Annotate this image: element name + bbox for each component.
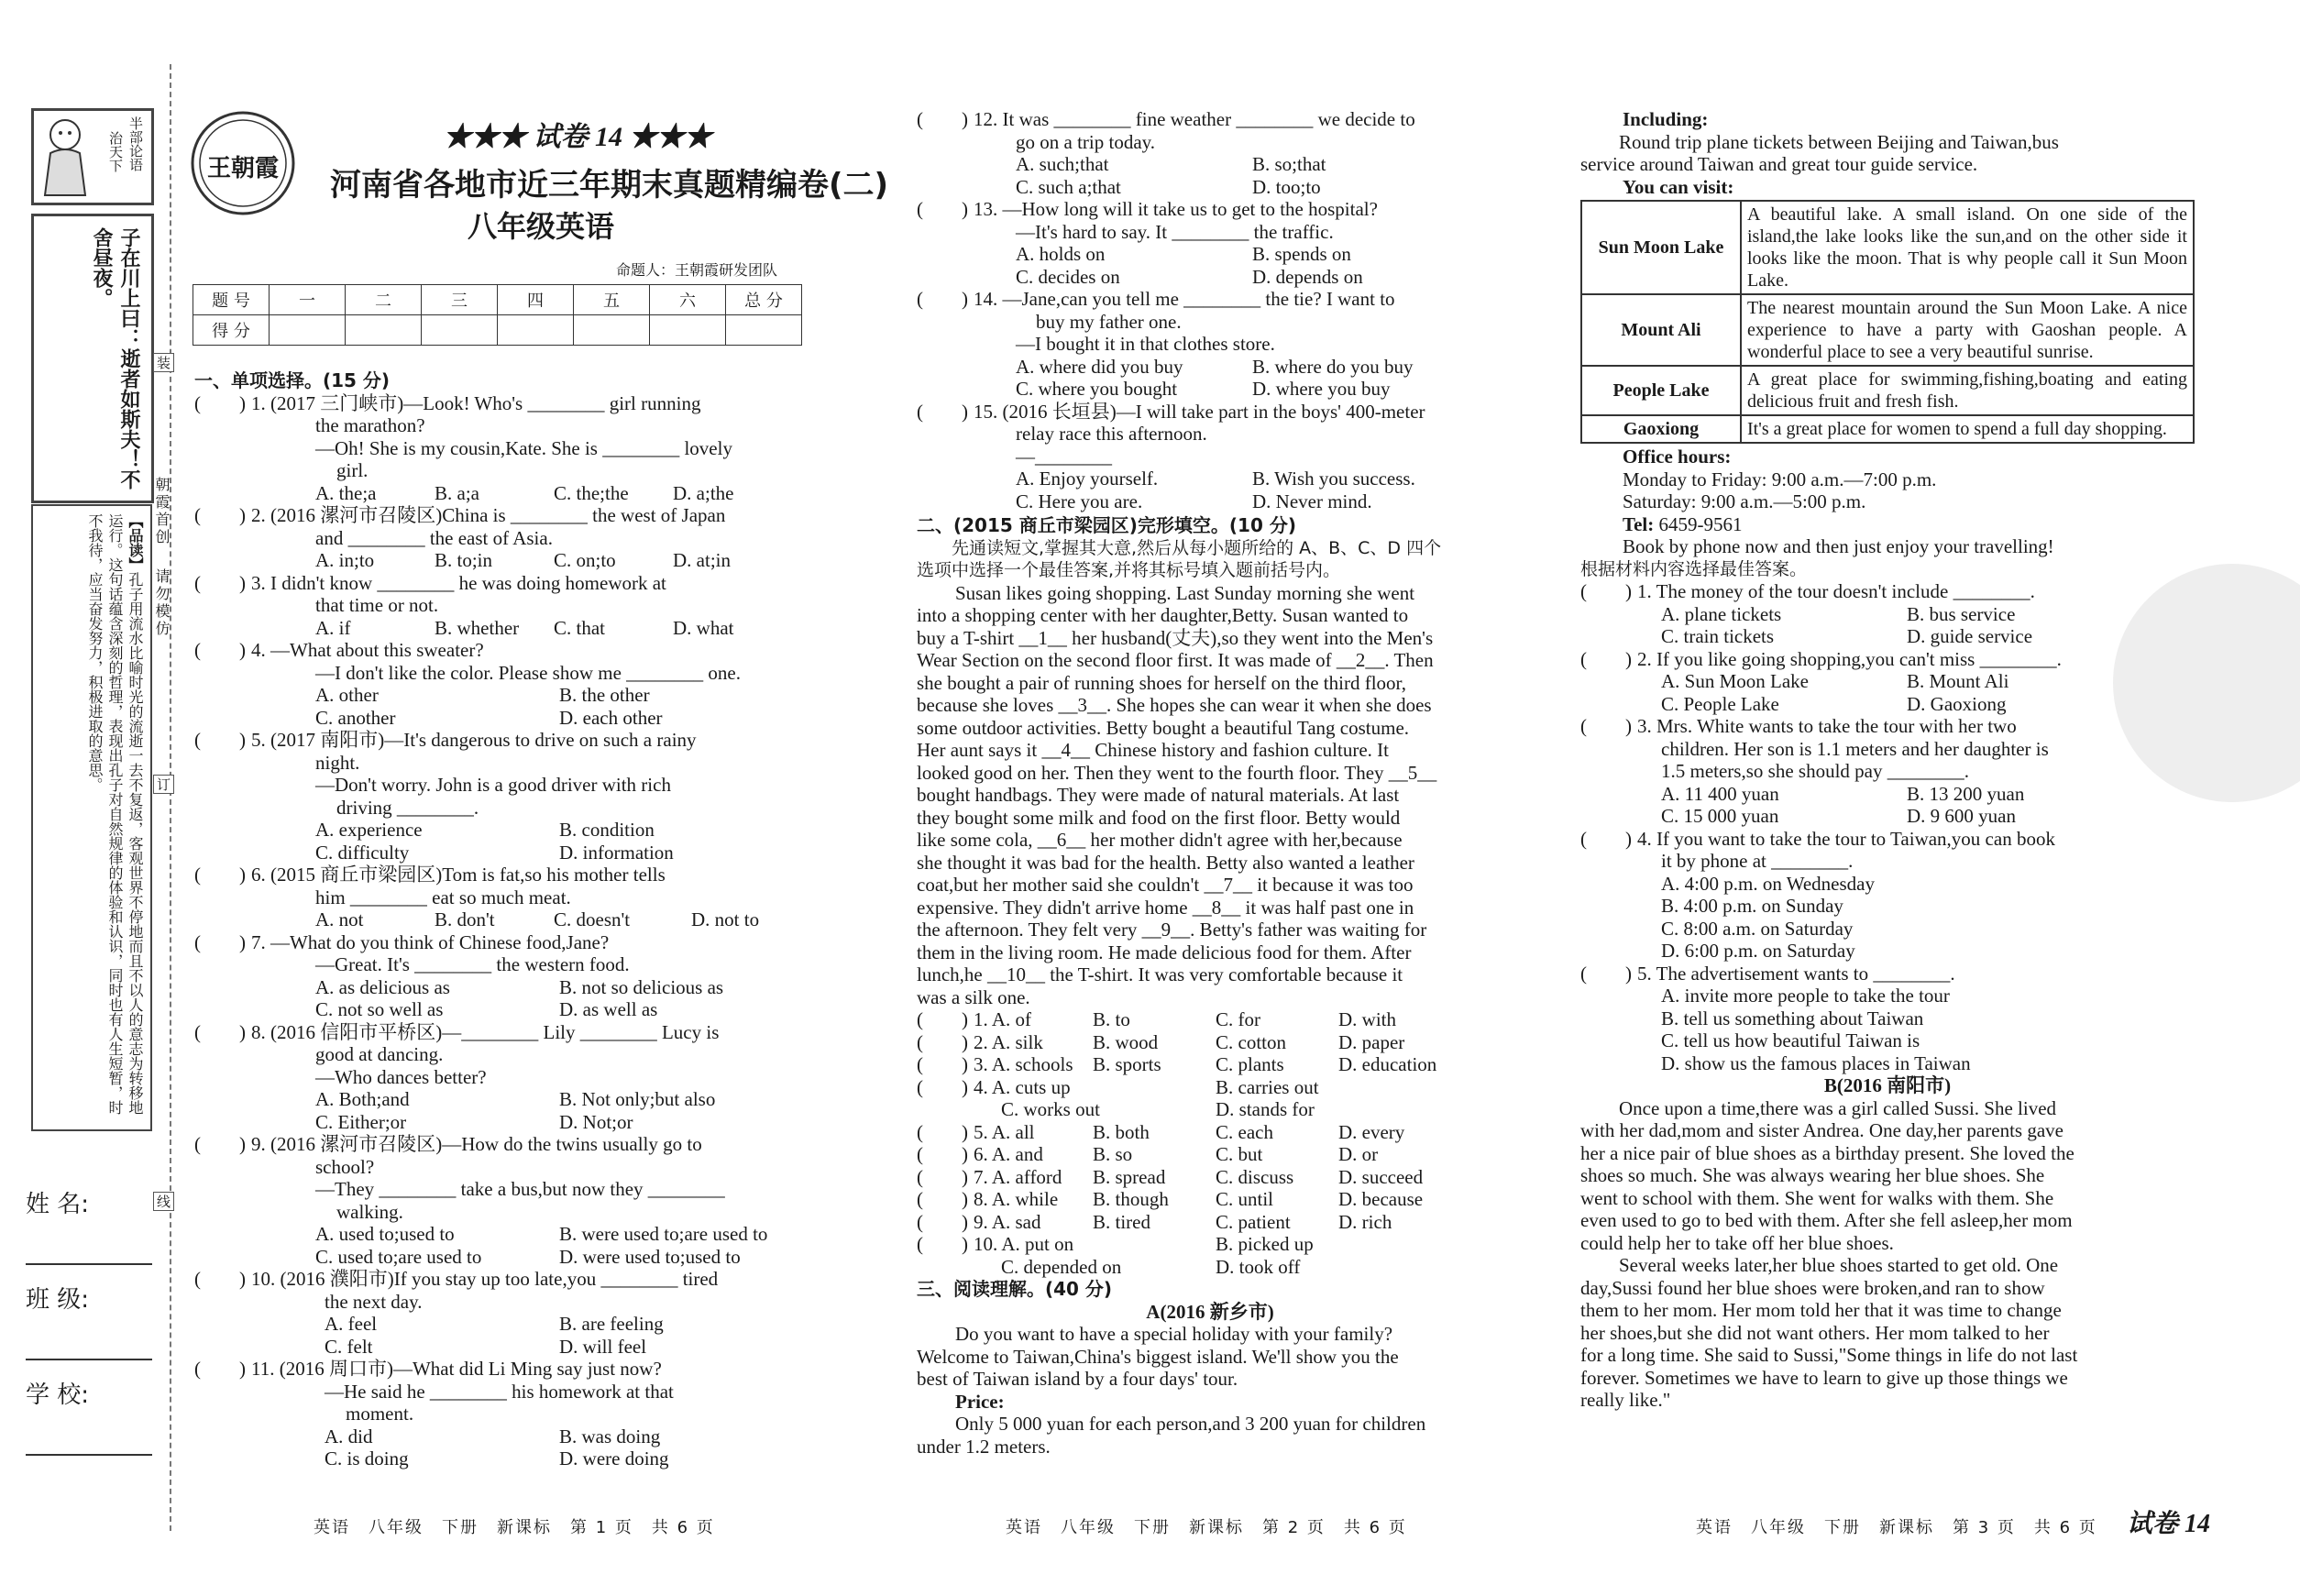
visit-table xyxy=(1580,200,2195,444)
sidebar-commentary: 【品读】孔子用流水比喻时光的流逝一去不复返，客观世界不停地而且不以人的意志为转移地运行。这句话蕴含深刻的哲理，表现出孔子对自然规律的体验和认识，同时也有人生短暂，时不我待，应当奋发努力，积极进取的意思。 xyxy=(86,513,144,1115)
reading-a-intro: Welcome to Taiwan,China's biggest island. We'll show you the xyxy=(917,1345,1399,1368)
sidebar-quote-box xyxy=(31,214,154,503)
visit-label: You can visit: xyxy=(1623,175,1734,198)
question-10: ( ) 10. (2016 濮阳市)If you stay up too late,you ________ tired the next day. A. feel B. are feeling C. felt D. will feel xyxy=(194,1268,719,1358)
visit-row: Mount Ali The nearest mountain around the Sun Moon Lake. A nice experience to have a party with Gaoshan people. A wonderful place to see a very beautiful sunrise. xyxy=(1581,294,2194,366)
column-3 xyxy=(1580,108,2195,1412)
question-1: ( ) 1. (2017 三门峡市)—Look! Who's ________ girl running the marathon? —Oh! She is my cousin,Kate. She is ________ lovely girl. A. the;a B. a;a C. the;the D. a;the xyxy=(194,391,734,504)
logo-text: 王朝霞 xyxy=(206,155,279,182)
office-label: Office hours: xyxy=(1623,446,1732,468)
reading-question-4: ( ) 4. If you want to take the tour to Taiwan,you can book it by phone at ________. A. 4:00 p.m. on Wednesday B. 4:00 p.m. on Sunday C. 8:00 a.m. on Saturday D. 6:00 p.m. on Saturday xyxy=(1580,827,2055,962)
score-header-cell: 一 xyxy=(270,285,346,315)
score-cell[interactable] xyxy=(270,315,346,346)
score-cell[interactable] xyxy=(650,315,726,346)
reading-a-intro: best of Taiwan island by a four days' tour. xyxy=(917,1368,1238,1390)
column-2 xyxy=(917,108,1503,1458)
paper-title: 河南省各地市近三年期末真题精编卷(二) xyxy=(330,167,889,204)
sidebar-logo-box xyxy=(31,108,154,205)
question-5: ( ) 5. (2017 南阳市)—It's dangerous to drive on such a rainy night. —Don't worry. John is a good driver with rich driving ________. A. experience B. condition C. difficulty D. information xyxy=(194,729,697,864)
reading-question-3: ( ) 3. Mrs. White wants to take the tour with her two children. Her son is 1.1 meters and her daughter is 1.5 meters,so she should pay ________. A. 11 400 yuan B. 13 200 yuan C. 15 000 yuan D. 9 600 yuan xyxy=(1580,715,2049,827)
scholar-figure-icon xyxy=(38,115,93,199)
margin-words-1: 朝霞首创 xyxy=(153,477,171,546)
price-text: under 1.2 meters. xyxy=(917,1435,1051,1458)
visit-row: Sun Moon Lake A beautiful lake. A small island. On one side of the island,the lake looks like the sun,and on the other side it looks like the moon. That is why people call it Sun Moon Lake. xyxy=(1581,201,2194,294)
tel-line: Tel: 6459-9561 xyxy=(1623,512,1743,535)
section2-instructions-2: 选项中选择一个最佳答案,并将其标号填入题前括号内。 xyxy=(917,560,1341,580)
footer-page-1: 英语 八年级 下册 新课标 第 1 页 共 6 页 xyxy=(314,1518,715,1537)
score-cell[interactable] xyxy=(498,315,574,346)
office-hours: Saturday: 9:00 a.m.—5:00 p.m. xyxy=(1623,490,1866,512)
score-table xyxy=(193,284,802,346)
question-15: ( ) 15. (2016 长垣县)—I will take part in the boys' 400-meter relay race this afternoon. —________ A. Enjoy yourself. B. Wish you success. C. Here you are. D. Never mind. xyxy=(917,400,1425,512)
score-header-cell: 总 分 xyxy=(726,285,802,315)
reading-question-1: ( ) 1. The money of the tour doesn't include ________. A. plane tickets B. bus service C. train tickets D. guide service xyxy=(1580,580,2035,647)
including-text: Round trip plane tickets between Beijing and Taiwan,bus xyxy=(1619,130,2059,153)
binding-mark-3: 线 xyxy=(153,1192,174,1211)
footer-page-2: 英语 八年级 下册 新课标 第 2 页 共 6 页 xyxy=(1006,1518,1407,1537)
visit-row: People Lake A great place for swimming,fishing,boating and eating delicious fruit and fresh fish. xyxy=(1581,366,2194,415)
price-label: Price: xyxy=(955,1390,1005,1413)
reading-b-title: B(2016 南阳市) xyxy=(1823,1074,1952,1096)
binding-line xyxy=(170,64,171,1531)
question-11: ( ) 11. (2016 周口市)—What did Li Ming say just now? —He said he ________ his homework at that moment. A. did B. was doing C. is doing D. were doing xyxy=(194,1358,674,1469)
sidebar-commentary-box xyxy=(31,504,152,1131)
school-field[interactable]: 学 校: xyxy=(26,1376,163,1471)
section1-title: 一、单项选择。(15 分) xyxy=(194,369,391,391)
column-1 xyxy=(194,369,809,1470)
cloze-options: ( ) 1. A. of B. to C. for D. with ( ) 2. A. silk B. wood C. cotton D. paper ( ) 3. A. schools B. sports C. plants D. education ( ) 4. A. cuts up B. carries out C. works out D. stands for ( ) 5. A. all B. both C. each D. every ( ) 6. A. and B. so C. but D. or ( ) 7. A. afford B. spread C. discuss D. succeed ( ) 8. A. while B. though C. until D. because ( ) 9. A. sad B. tired C. patient D. rich ( ) 10. A. put on B. picked up C. depended on D. took off xyxy=(917,1008,1437,1278)
margin-words-2: 请勿模仿 xyxy=(153,568,171,638)
section2-title: 二、(2015 商丘市梁园区)完形填空。(10 分) xyxy=(917,514,1296,536)
footer-page-3: 英语 八年级 下册 新课标 第 3 页 共 6 页 xyxy=(1696,1518,2097,1537)
office-hours: Monday to Friday: 9:00 a.m.—7:00 p.m. xyxy=(1623,468,1937,490)
question-9: ( ) 9. (2016 漯河市召陵区)—How do the twins usually go to school? —They ________ take a bus,but now they ________ walking. A. used to;used to B. were used to;are used to C. used to;are used to D. were used to;used to xyxy=(194,1133,768,1268)
reading-a-title: A(2016 新乡市) xyxy=(1146,1300,1274,1323)
paper-subtitle: 八年级英语 xyxy=(468,209,615,244)
question-12: ( ) 12. It was ________ fine weather ________ we decide to go on a trip today. A. such;that B. so;that C. such a;that D. too;to xyxy=(917,108,1415,198)
price-text: Only 5 000 yuan for each person,and 3 200 yuan for children xyxy=(955,1413,1426,1435)
question-2: ( ) 2. (2016 漯河市召陵区)China is ________ the west of Japan and ________ the east of Asia. A. in;to B. to;in C. on;to D. at;in xyxy=(194,504,731,571)
book-line: Book by phone now and then just enjoy your travelling! xyxy=(1623,535,2054,557)
score-header-cell: 三 xyxy=(422,285,498,315)
question-3: ( ) 3. I didn't know ________ he was doing homework at that time or not. A. if B. whether C. that D. what xyxy=(194,571,734,639)
cloze-passage: Susan likes going shopping. Last Sunday morning she went into a shopping center with her daughter,Betty. Susan wanted to buy a T-shirt __1__ her husband(丈夫),so they went into the Men's Wear Section on the second floor first. It was made of __2__. Then she bought a pair of running shoes for herself on the third floor, because she loves __3__. She hopes she can wear it when she does some outdoor activities. Betty bought a beautiful Tang costume. Her aunt says it __4__ Chinese history and fashion culture. It looked good on her. Then they went to the fourth floor. They __5__ bought handbags. They were made of natural materials. At last they bought some milk and food on the first floor. Betty would like some cola, __6__ her mother didn't agree with her,because she thought it was bad for the health. Betty also wanted a leather coat,but her mother said she couldn't __7__ it because it was too expensive. They didn't arrive home __8__ it was half past one in the afternoon. They felt very __9__. Betty's father was waiting for them in the living room. He made delicious food for them. After lunch,he __10__ the T-shirt. It was very comfortable because it was a silk one. xyxy=(917,581,1437,1008)
question-6: ( ) 6. (2015 商丘市梁园区)Tom is fat,so his mother tells him ________ eat so much meat. A. not B. don't C. doesn't D. not to xyxy=(194,864,760,930)
score-label-cell: 得 分 xyxy=(193,315,270,346)
question-4: ( ) 4. —What about this sweater? —I don't like the color. Please show me ________ one. A. other B. the other C. another D. each other xyxy=(194,639,741,729)
score-cell[interactable] xyxy=(422,315,498,346)
visit-row: Gaoxiong It's a great place for women to spend a full day shopping. xyxy=(1581,415,2194,443)
including-label: Including: xyxy=(1623,108,1709,130)
question-14: ( ) 14. —Jane,can you tell me ________ the tie? I want to buy my father one. —I bought it in that clothes store. A. where did you buy B. where do you buy C. where you bought D. where you buy xyxy=(917,288,1414,400)
section2-instructions-1: 先通读短文,掌握其大意,然后从每小题所给的 A、B、C、D 四个 xyxy=(952,537,1442,558)
student-info-fields xyxy=(26,1185,163,1471)
reading-b-passage: Once upon a time,there was a girl called Sussi. She lived with her dad,mom and sister Andrea. One day,her parents gave her a nice pair of blue shoes as a birthday present. She loved the shoes so much. She was always wearing her blue shoes. She went to school with them. She went for walks with them. She even used to go to bed with them. After she fell asleep,her mom could help her to take off her blue shoes. Several weeks later,her blue shoes started to get old. One day,Sussi found her blue shoes were broken,and ran to show them to her mom. Her mom told her that it was time to change her shoes,but she did not want others. Her mom talked to her for a long time. She said to Sussi,"Some things in life do not last forever. Sometimes we have to learn to give up those things we really like." xyxy=(1580,1096,2078,1411)
sidebar-motto: 半部论语 xyxy=(127,116,144,171)
question-7: ( ) 7. —What do you think of Chinese food,Jane? —Great. It's ________ the western food. A. as delicious as B. not so delicious as C. not so well as D. as well as xyxy=(194,930,724,1020)
score-header-cell: 五 xyxy=(574,285,650,315)
class-field[interactable]: 班 级: xyxy=(26,1281,163,1376)
score-header-cell: 题 号 xyxy=(193,285,270,315)
name-field[interactable]: 姓 名: xyxy=(26,1185,163,1281)
footer-badge: 试卷 14 xyxy=(2127,1510,2211,1538)
reading-a-intro: Do you want to have a special holiday with your family? xyxy=(955,1323,1393,1345)
paper-number: ★★★ 试卷 14 ★★★ xyxy=(444,122,712,152)
score-header-cell: 四 xyxy=(498,285,574,315)
sidebar-quote: 子在川上曰：逝者如斯夫！不舍昼夜。 xyxy=(90,227,140,490)
score-cell[interactable] xyxy=(574,315,650,346)
score-cell[interactable] xyxy=(346,315,422,346)
reading-question-2: ( ) 2. If you like going shopping,you can't miss ________. A. Sun Moon Lake B. Mount Ali C. People Lake D. Gaoxiong xyxy=(1580,647,2062,715)
including-text: service around Taiwan and great tour guide service. xyxy=(1580,153,1978,175)
question-8: ( ) 8. (2016 信阳市平桥区)—________ Lily ________ Lucy is good at dancing. —Who dances better? A. Both;and B. Not only;but also C. Either;or D. Not;or xyxy=(194,1020,720,1133)
score-header-cell: 二 xyxy=(346,285,422,315)
reading-question-5: ( ) 5. The advertisement wants to ________. A. invite more people to take the tour B. tell us something about Taiwan C. tell us how beautiful Taiwan is D. show us the famous places in Taiwan xyxy=(1580,962,1971,1074)
sidebar xyxy=(26,108,149,1593)
author-line: 命题人：王朝霞研发团队 xyxy=(616,261,778,279)
question-13: ( ) 13. —How long will it take us to get to the hospital? —It's hard to say. It ________ the traffic. A. holds on B. spends on C. decides on D. depends on xyxy=(917,198,1378,288)
section3-title: 三、阅读理解。(40 分) xyxy=(917,1278,1113,1300)
reading-instruction: 根据材料内容选择最佳答案。 xyxy=(1580,558,1808,579)
score-cell[interactable] xyxy=(726,315,802,346)
sidebar-motto-2: 治天下 xyxy=(107,131,124,172)
publisher-logo xyxy=(188,108,298,218)
binding-mark-1: 装 xyxy=(153,353,174,372)
score-header-cell: 六 xyxy=(650,285,726,315)
binding-mark-2: 订 xyxy=(153,775,174,794)
